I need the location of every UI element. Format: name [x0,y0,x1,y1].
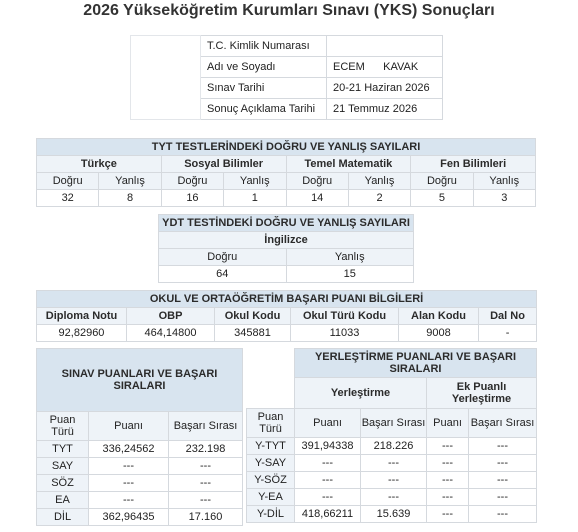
label-tc: T.C. Kimlik Numarası [201,36,327,57]
photo-placeholder [131,36,201,120]
yer-header: Puan Türü [247,409,295,438]
yer-type: Y-TYT [247,438,295,455]
yerlestirme-spacer [247,349,295,409]
label-name: Adı ve Soyadı [201,57,327,78]
ek-score: --- [427,455,469,472]
yer-score: --- [295,455,361,472]
obp-value: 464,14800 [127,325,215,342]
sinav-type: DİL [37,509,89,526]
yerlestirme-group: Yerleştirme [295,378,427,409]
obp-value: 92,82960 [37,325,127,342]
yer-rank: 218.226 [361,438,427,455]
tyt-value: 2 [348,190,410,207]
tyt-subject: Temel Matematik [286,156,411,173]
sinav-rank: --- [169,492,243,509]
sinav-header: Puan Türü [37,412,89,441]
sinav-score: 362,96435 [89,509,169,526]
sinav-score: 336,24562 [89,441,169,458]
ek-score: --- [427,438,469,455]
col-yanlis: Yanlış [99,173,161,190]
yer-header: Başarı Sırası [469,409,537,438]
sinav-rank: 17.160 [169,509,243,526]
ek-puanli-group: Ek Puanlı Yerleştirme [427,378,537,409]
obp-table [36,290,537,342]
obp-value: 9008 [399,325,479,342]
ydt-yanlis: 15 [286,266,414,283]
yer-type: Y-EA [247,489,295,506]
ydt-dogru: 64 [159,266,287,283]
yer-rank: --- [361,472,427,489]
sinav-title: SINAV PUANLARI VE BAŞARI SIRALARI [37,349,243,412]
yer-type: Y-SAY [247,455,295,472]
ek-rank: --- [469,438,537,455]
col-dogru: Doğru [159,249,287,266]
sinav-type: SAY [37,458,89,475]
yer-score: 418,66211 [295,506,361,523]
tyt-value: 8 [99,190,161,207]
sinav-header: Başarı Sırası [169,412,243,441]
obp-title: OKUL VE ORTAÖĞRETİM BAŞARI PUANI BİLGİLERİ [37,291,537,308]
ek-score: --- [427,472,469,489]
col-yanlis: Yanlış [348,173,410,190]
label-result-date: Sonuç Açıklama Tarihi [201,99,327,120]
value-name: ECEM KAVAK [327,57,443,78]
tyt-value: 5 [411,190,473,207]
col-yanlis: Yanlış [286,249,414,266]
tyt-value: 32 [37,190,99,207]
sinav-type: TYT [37,441,89,458]
col-dogru: Doğru [411,173,473,190]
ek-score: --- [427,506,469,523]
sinav-score: --- [89,492,169,509]
obp-header: Diploma Notu [37,308,127,325]
value-result-date: 21 Temmuz 2026 [327,99,443,120]
ydt-subject: İngilizce [159,232,414,249]
page-title: 2026 Yükseköğretim Kurumları Sınavı (YKS) Sonuçları [83,2,495,19]
sinav-puanlari-table [36,348,243,526]
ydt-title: YDT TESTİNDEKİ DOĞRU VE YANLIŞ SAYILARI [159,215,414,232]
sinav-rank: 232.198 [169,441,243,458]
sinav-type: EA [37,492,89,509]
ydt-table [158,214,414,283]
col-dogru: Doğru [161,173,223,190]
col-yanlis: Yanlış [473,173,535,190]
tyt-value: 1 [224,190,286,207]
value-exam-date: 20-21 Haziran 2026 [327,78,443,99]
yerlestirme-table [246,348,537,523]
col-yanlis: Yanlış [224,173,286,190]
ek-rank: --- [469,489,537,506]
tyt-title: TYT TESTLERİNDEKİ DOĞRU VE YANLIŞ SAYILARI [37,139,536,156]
yer-score: --- [295,489,361,506]
obp-header: OBP [127,308,215,325]
obp-header: Okul Kodu [215,308,291,325]
ek-rank: --- [469,472,537,489]
sinav-type: SÖZ [37,475,89,492]
ek-rank: --- [469,455,537,472]
yer-rank: 15.639 [361,506,427,523]
yer-header: Başarı Sırası [361,409,427,438]
ek-rank: --- [469,506,537,523]
obp-value: 345881 [215,325,291,342]
obp-header: Dal No [479,308,537,325]
yer-rank: --- [361,489,427,506]
obp-value: 11033 [291,325,399,342]
obp-value: - [479,325,537,342]
yerlestirme-title: YERLEŞTİRME PUANLARI VE BAŞARI SIRALARI [295,349,537,378]
obp-header: Okul Türü Kodu [291,308,399,325]
personal-info-table [130,35,443,120]
sinav-header: Puanı [89,412,169,441]
value-tc [327,36,443,57]
sinav-rank: --- [169,458,243,475]
sinav-rank: --- [169,475,243,492]
yer-type: Y-SÖZ [247,472,295,489]
yer-rank: --- [361,455,427,472]
ek-score: --- [427,489,469,506]
tyt-value: 14 [286,190,348,207]
col-dogru: Doğru [37,173,99,190]
yer-score: --- [295,472,361,489]
tyt-subject: Fen Bilimleri [411,156,536,173]
yer-type: Y-DİL [247,506,295,523]
yer-header: Puanı [427,409,469,438]
sinav-score: --- [89,475,169,492]
yer-header: Puanı [295,409,361,438]
yer-score: 391,94338 [295,438,361,455]
tyt-subject: Sosyal Bilimler [161,156,286,173]
tyt-table [36,138,536,207]
col-dogru: Doğru [286,173,348,190]
tyt-value: 16 [161,190,223,207]
label-exam-date: Sınav Tarihi [201,78,327,99]
obp-header: Alan Kodu [399,308,479,325]
tyt-subject: Türkçe [37,156,162,173]
sinav-score: --- [89,458,169,475]
tyt-value: 3 [473,190,535,207]
